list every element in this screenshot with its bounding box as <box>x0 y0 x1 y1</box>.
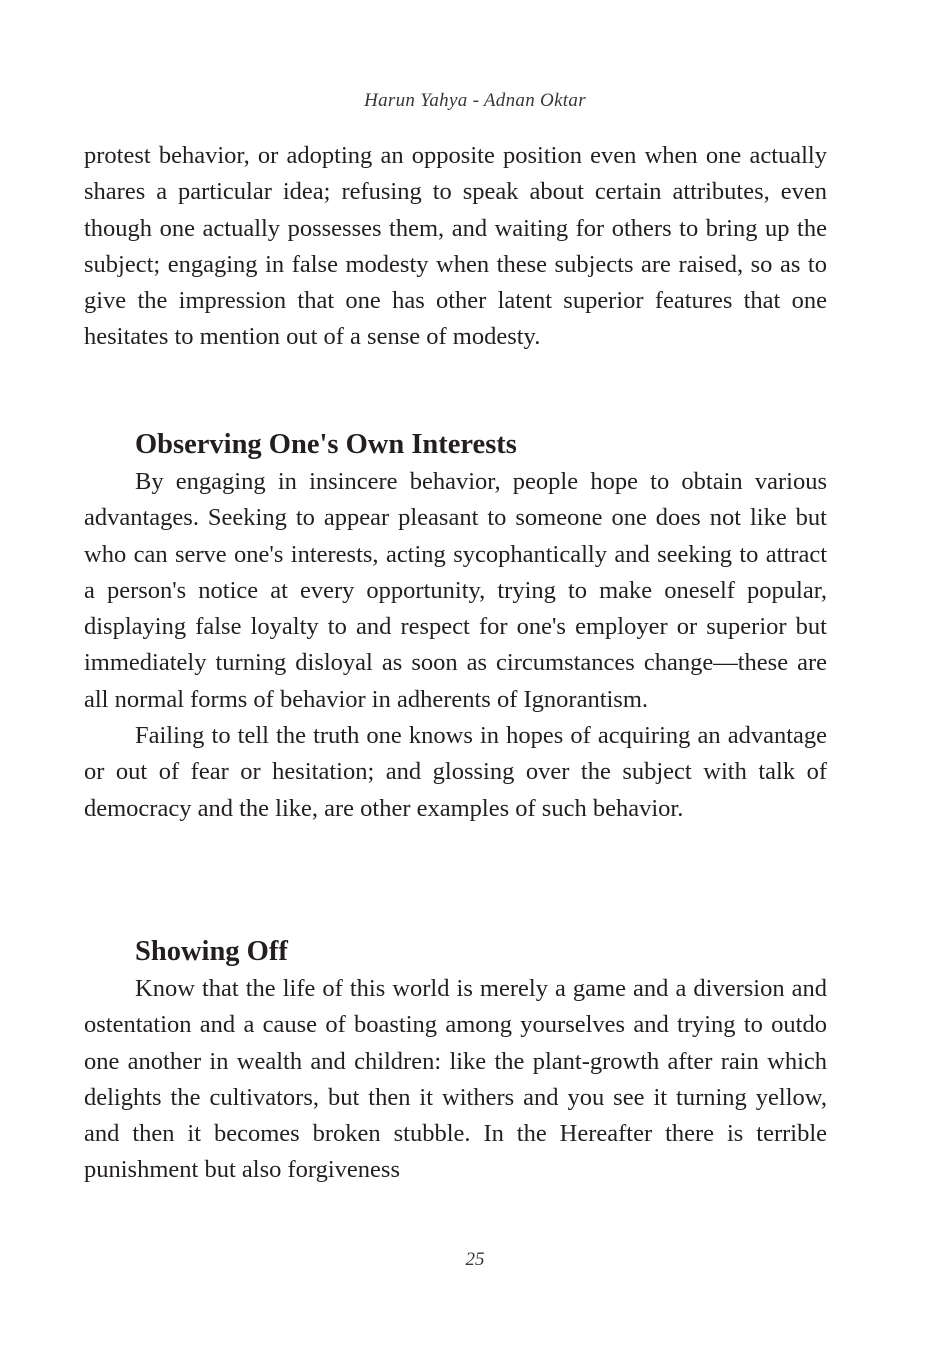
intro-paragraph: protest behavior, or adopting an opposite position even when one actually shares a particular idea; refusing to speak about certain attributes, even though one actually possesses them, and waiting for others to bring up the subject; engaging in false modesty when these subjects are raised, so as to give the impression that one has other latent superior features that one hesitates to mention out of a sense of modesty. <box>84 142 827 351</box>
section-body-showing-off <box>84 971 827 1189</box>
page-number: 25 <box>465 1249 485 1270</box>
section-heading-observing-interests: Observing One's Own Interests <box>135 429 517 460</box>
body-paragraph: Failing to tell the truth one knows in hopes of acquiring an advantage or out of fear or hesitation; and glossing over the subject with talk of democracy and the like, are other examples of such behavior. <box>84 722 827 822</box>
intro-text-block <box>84 138 827 356</box>
quote-paragraph: Know that the life of this world is merely a game and a diversion and ostentation and a cause of boasting among yourselves and trying to outdo one another in wealth and children: like the plant-growth after rain which delights the cultivators, but then it withers and you see it turning yellow, and then it becomes broken stubble. In the Hereafter there is terrible punishment but also forgiveness <box>84 975 827 1184</box>
running-header: Harun Yahya - Adnan Oktar <box>364 90 586 111</box>
section-heading-showing-off: Showing Off <box>135 936 288 967</box>
section-body-observing-interests <box>84 464 827 827</box>
body-paragraph: By engaging in insincere behavior, people hope to obtain various advantages. Seeking to appear pleasant to someone one does not like but who can serve one's interests, acting sycophantically and seeking to attract a person's notice at every opportunity, trying to make oneself popular, displaying false loyalty to and respect for one's employer or superior but immediately turning disloyal as soon as circumstances change—these are all normal forms of behavior in adherents of Ignorantism. <box>84 468 827 713</box>
